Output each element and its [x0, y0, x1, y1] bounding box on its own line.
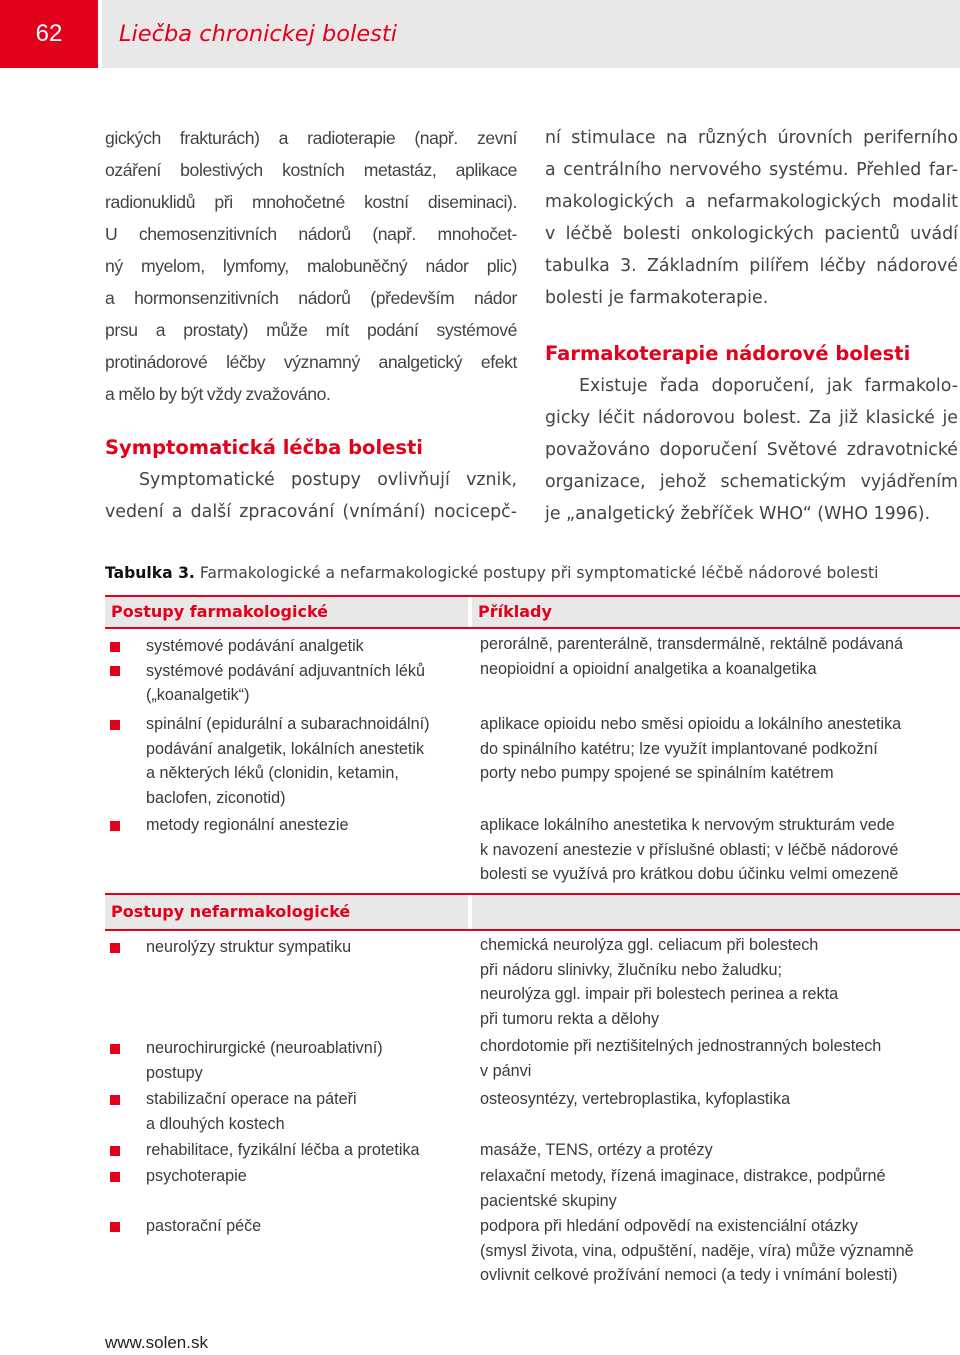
text-line: Existuje řada doporučení, jak farmakolo- — [579, 376, 958, 396]
example-line: ovlivnit celkové prožívání nemoci (a tedy i vnímání bolesti) — [480, 1266, 898, 1284]
section-heading-pharmacotherapy: Farmakoterapie nádorové bolesti — [545, 342, 911, 365]
text-line: je „analgetický žebříček WHO“ (WHO 1996). — [545, 504, 931, 524]
table-caption-label: Tabulka 3. — [105, 564, 195, 582]
procedures-cell — [105, 1214, 465, 1239]
example-line: (smysl života, vina, odpuštění, naděje, víra) může významně — [480, 1241, 914, 1260]
square-bullet-icon — [110, 943, 120, 953]
procedure-item: postupy — [146, 1063, 203, 1082]
text-line: a centrálního nervového systému. Přehled far- — [545, 160, 958, 180]
examples-cell — [480, 632, 960, 681]
examples-cell — [480, 1214, 960, 1288]
procedures-cell — [105, 813, 465, 838]
example-line: perorálně, parenterálně, transdermálně, rektálně podávaná — [480, 635, 903, 653]
example-line: aplikace lokálního anestetika k nervovým strukturám vede — [480, 816, 895, 834]
example-line: aplikace opioidu nebo směsi opioidu a lokálního anestetika — [480, 715, 902, 733]
text-line: v léčbě bolesti onkologických pacientů uvádí — [545, 224, 958, 244]
example-line: do spinálního katétru; lze využít implantované podkožní — [480, 739, 878, 758]
header-bar — [102, 0, 960, 68]
example-line: chemická neurolýza ggl. celiacum při bolestech — [480, 936, 819, 954]
procedure-item: systémové podávání analgetik — [146, 637, 364, 655]
procedure-item: neurolýzy struktur sympatiku — [146, 938, 352, 956]
procedure-item: systémové podávání adjuvantních léků — [146, 661, 425, 680]
table-header-nonpharmacological — [105, 893, 960, 931]
procedures-cell — [105, 935, 465, 960]
procedure-item: baclofen, ziconotid) — [146, 788, 286, 807]
column-header-nonpharm-procedures: Postupy nefarmakologické — [105, 895, 468, 929]
text-line: a mělo by být vždy zvažováno. — [105, 384, 331, 404]
text-line: gicky léčit nádorovou bolest. Za již klasické je — [545, 408, 958, 428]
text-line: vedení a další zpracování (vnímání) nocicepč- — [105, 502, 517, 522]
column-header-procedures: Postupy farmakologické — [105, 597, 468, 627]
examples-cell — [480, 712, 960, 786]
procedures-cell — [105, 1138, 465, 1163]
examples-cell — [480, 1087, 960, 1112]
procedures-cell — [105, 634, 465, 708]
table-caption — [105, 564, 960, 590]
text-line: bolesti je farmakoterapie. — [545, 288, 769, 308]
procedure-item: stabilizační operace na páteři — [146, 1090, 357, 1108]
text-line: organizace, jehož schematickým vyjádřením — [545, 472, 958, 492]
example-line: při nádoru slinivky, žlučníku nebo žaludku; — [480, 960, 783, 979]
page-header — [0, 0, 960, 68]
procedures-cell — [105, 1087, 465, 1136]
procedure-item: a dlouhých kostech — [146, 1114, 285, 1133]
text-line: makologických a nefarmakologických modalit — [545, 192, 958, 212]
right-column — [545, 122, 958, 530]
square-bullet-icon — [110, 1044, 120, 1054]
example-line: porty nebo pumpy spojené se spinálním katétrem — [480, 764, 834, 782]
text-line-wrap — [105, 464, 517, 496]
text-line: gických frakturách) a radioterapie (např. zevní — [105, 128, 517, 148]
procedure-item: spinální (epidurální a subarachnoidální) — [146, 715, 430, 733]
running-title: Liečba chronickej bolesti — [119, 21, 397, 47]
procedure-item: podávání analgetik, lokálních anestetik — [146, 739, 425, 758]
example-line: chordotomie při neztišitelných jednostranných bolestech — [480, 1037, 882, 1055]
text-line: prsu a prostaty) může mít podání systémové — [105, 320, 517, 340]
column-header-examples: Příklady — [472, 597, 960, 627]
example-line: při tumoru rekta a dělohy — [480, 1009, 660, 1028]
procedure-item: („koanalgetik“) — [146, 686, 250, 704]
procedure-item: psychoterapie — [146, 1167, 247, 1185]
table-header-pharmacological — [105, 595, 960, 629]
square-bullet-icon — [110, 1222, 120, 1232]
column-header-empty — [472, 895, 960, 929]
procedure-item: metody regionální anestezie — [146, 816, 349, 834]
procedure-item: a některých léků (clonidin, ketamin, — [146, 764, 399, 782]
text-line: Symptomatické postupy ovlivňují vznik, — [139, 470, 517, 490]
examples-cell — [480, 1034, 960, 1083]
square-bullet-icon — [110, 821, 120, 831]
text-line-wrap — [545, 370, 958, 402]
procedures-cell — [105, 1164, 465, 1189]
square-bullet-icon — [110, 666, 120, 676]
procedures-cell — [105, 1036, 465, 1085]
procedures-cell — [105, 712, 465, 810]
examples-cell — [480, 933, 960, 1031]
example-line: osteosyntézy, vertebroplastika, kyfoplastika — [480, 1090, 791, 1108]
example-line: bolesti se využívá pro krátkou dobu účinku velmi omezeně — [480, 865, 899, 883]
text-line: ní stimulace na různých úrovních periferního — [545, 128, 958, 148]
text-line: protinádorové léčby významný analgetický efekt — [105, 352, 517, 372]
section-heading-symptomatic: Symptomatická léčba bolesti — [105, 436, 423, 459]
text-line: ozáření bolestivých kostních metastáz, aplikace — [105, 160, 517, 180]
examples-cell — [480, 1138, 960, 1163]
examples-cell — [480, 1164, 960, 1213]
example-line: podpora při hledání odpovědí na existenciální otázky — [480, 1217, 858, 1235]
procedure-item: pastorační péče — [146, 1217, 262, 1235]
procedure-item: rehabilitace, fyzikální léčba a protetika — [146, 1141, 420, 1159]
left-paragraph-2 — [105, 464, 517, 528]
square-bullet-icon — [110, 720, 120, 730]
examples-cell — [480, 813, 960, 887]
text-line: tabulka 3. Základním pilířem léčby nádorové — [545, 256, 958, 276]
example-line: neopioidní a opioidní analgetika a koanalgetika — [480, 659, 817, 678]
right-paragraph-1 — [545, 122, 958, 314]
square-bullet-icon — [110, 1146, 120, 1156]
text-line: radionuklidů při mnohočetné kostní diseminaci). — [105, 192, 517, 212]
page-number: 62 — [0, 0, 98, 68]
square-bullet-icon — [110, 1095, 120, 1105]
text-line: a hormonsenzitivních nádorů (především nádor — [105, 288, 517, 308]
procedure-item: neurochirurgické (neuroablativní) — [146, 1039, 383, 1057]
right-paragraph-2 — [545, 370, 958, 530]
left-column — [105, 122, 517, 528]
example-line: masáže, TENS, ortézy a protézy — [480, 1141, 713, 1159]
left-paragraph-1 — [105, 122, 517, 410]
square-bullet-icon — [110, 642, 120, 652]
text-line: U chemosenzitivních nádorů (např. mnohočet- — [105, 224, 517, 244]
text-line: považováno doporučení Světové zdravotnické — [545, 440, 958, 460]
text-line: ný myelom, lymfomy, malobuněčný nádor plic) — [105, 256, 517, 276]
square-bullet-icon — [110, 1172, 120, 1182]
table-caption-text: Farmakologické a nefarmakologické postupy při symptomatické léčbě nádorové bolesti — [199, 564, 879, 582]
example-line: k navození anestezie v příslušné oblasti; v léčbě nádorové — [480, 840, 899, 859]
example-line: pacientské skupiny — [480, 1191, 617, 1210]
example-line: neurolýza ggl. impair při bolestech perinea a rekta — [480, 985, 839, 1003]
footer-url[interactable]: www.solen.sk — [105, 1333, 208, 1352]
example-line: v pánvi — [480, 1061, 532, 1080]
example-line: relaxační metody, řízená imaginace, distrakce, podpůrné — [480, 1167, 886, 1185]
